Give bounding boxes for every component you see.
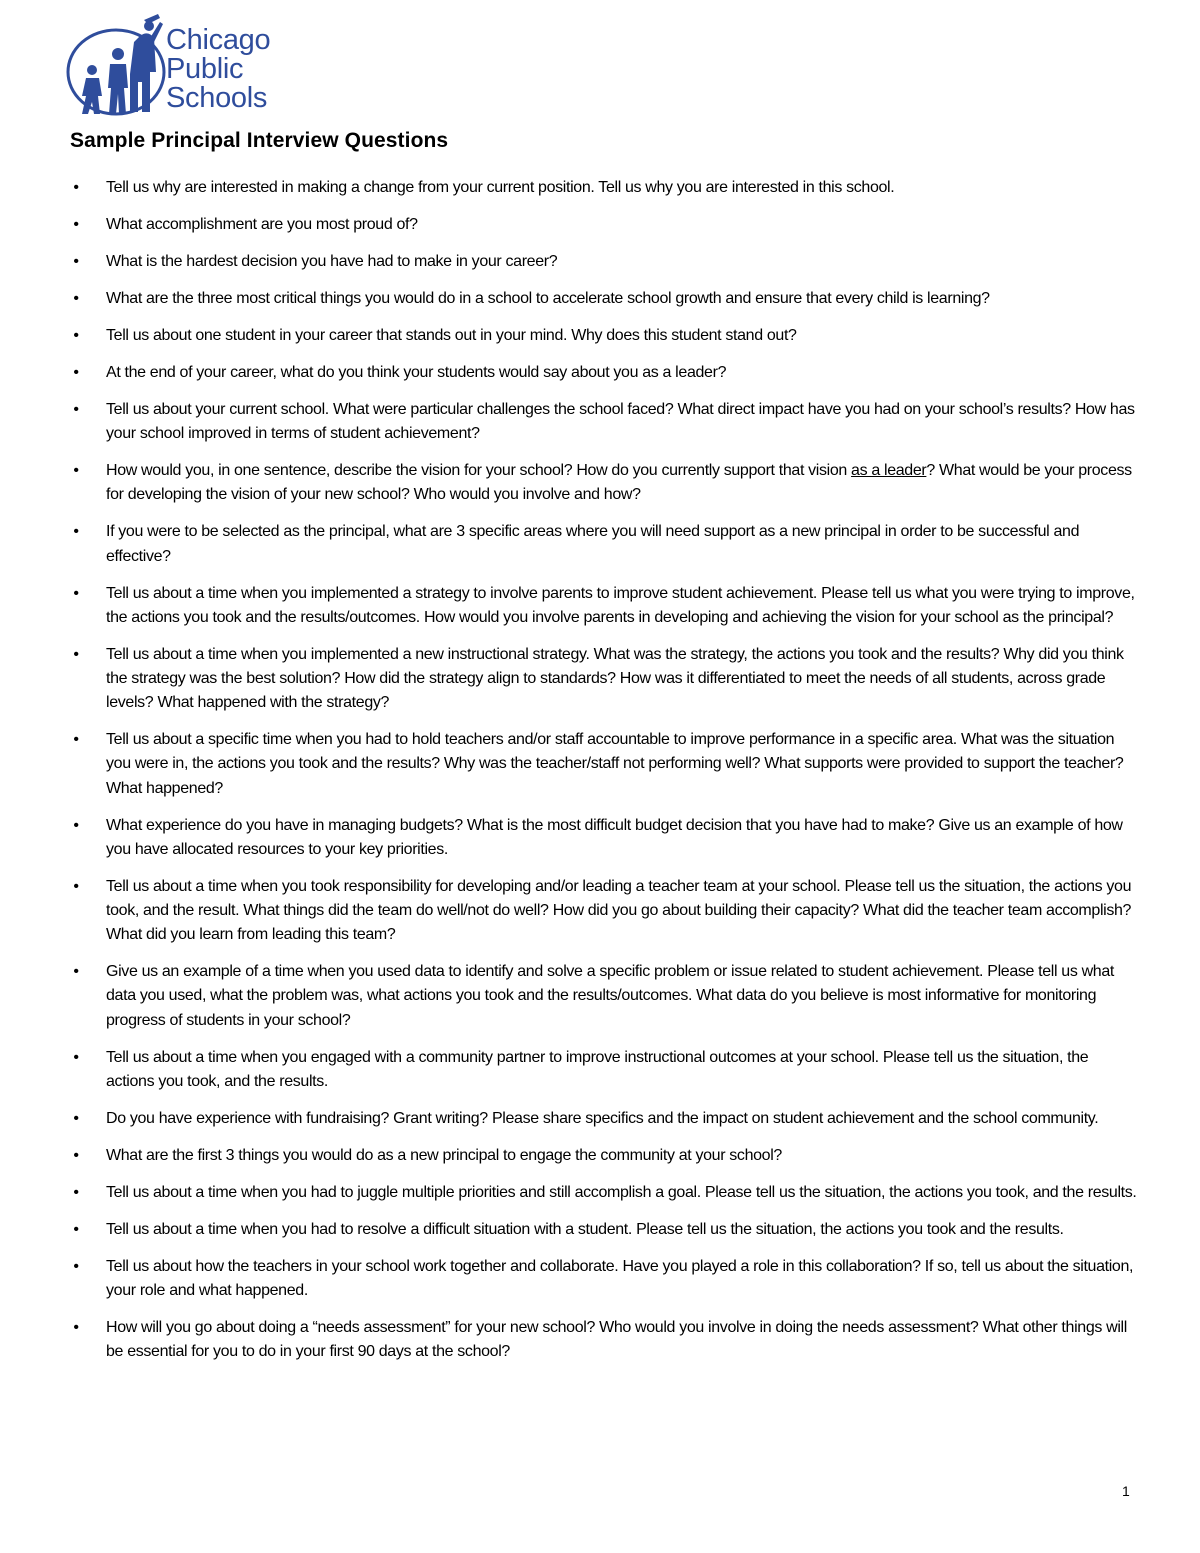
question-item: [70, 1046, 1140, 1094]
question-text: Tell us about a time when you implemented a strategy to involve parents to improve student achievement. Please tell us what you were trying to improve, the actions you took and the results/outcomes. How would you involve parents in developing and achieving the vision for your school as the principal?: [106, 584, 1135, 626]
question-item: [70, 324, 1140, 348]
question-item: [70, 728, 1140, 801]
bullet-icon: •: [73, 1146, 79, 1164]
bullet-icon: •: [73, 462, 79, 480]
logo-wordmark: [166, 26, 270, 113]
logo-line-chicago: Chicago: [166, 24, 271, 56]
question-item: [70, 1218, 1140, 1242]
question-item: [70, 1107, 1140, 1131]
question-item: [70, 1316, 1140, 1364]
bullet-icon: •: [73, 963, 79, 981]
question-text: How would you, in one sentence, describe the vision for your school? How do you currently support that vision: [106, 462, 852, 480]
question-text: Tell us about a time when you had to juggle multiple priorities and still accomplish a goal. Please tell us the situation, the actions you took, and the results.: [106, 1183, 1137, 1201]
bullet-icon: •: [73, 731, 79, 749]
bullet-icon: •: [73, 216, 79, 233]
bullet-icon: •: [73, 1048, 79, 1066]
question-text: What experience do you have in managing budgets? What is the most difficult budget decision that you have had to make? Give us an example of how you have allocated resources to your key priorities.: [106, 816, 1123, 858]
bullet-icon: •: [73, 584, 79, 602]
question-text: If you were to be selected as the principal, what are 3 specific areas where you will need support as a new principal in order to be successful and effective?: [106, 523, 1080, 565]
bullet-icon: •: [73, 1319, 79, 1337]
question-text: Do you have experience with fundraising? Grant writing? Please share specifics and the impact on student achievement and the school community.: [106, 1109, 1099, 1127]
question-text: Tell us about a time when you engaged with a community partner to improve instructional outcomes at your school. Please tell us the situation, the actions you took, and the results.: [106, 1048, 1089, 1090]
question-text: Tell us about a time when you had to resolve a difficult situation with a student. Please tell us the situation, the actions you took and the results.: [106, 1220, 1064, 1238]
question-text: What are the first 3 things you would do as a new principal to engage the community at your school?: [106, 1146, 782, 1164]
question-item: [70, 875, 1140, 948]
page-title: Sample Principal Interview Questions: [70, 129, 449, 152]
bullet-icon: •: [73, 645, 79, 663]
question-item: [70, 960, 1140, 1033]
question-text-continued: ? What would be your process for developing the vision of your new school? Who would you involve and how?: [106, 462, 1132, 504]
bullet-icon: •: [73, 877, 79, 895]
logo-line-schools: Schools: [166, 82, 268, 114]
question-item: [70, 814, 1140, 862]
underlined-phrase: as a leader: [851, 462, 927, 480]
bullet-icon: •: [73, 1183, 79, 1201]
question-item: [70, 1181, 1140, 1205]
question-text: Tell us why are interested in making a change from your current position. Tell us why you are interested in this school.: [106, 179, 895, 196]
question-text: At the end of your career, what do you think your students would say about you as a leader?: [106, 364, 727, 381]
question-text: Tell us about a time when you implemented a new instructional strategy. What was the strategy, the actions you took and the results? Why did you think the strategy was the best solution? How did the strategy align to standards? How was it differentiated to meet the needs of all students, across grade levels? What happened with the strategy?: [106, 645, 1124, 712]
question-item: [70, 287, 1140, 311]
bullet-icon: •: [73, 1220, 79, 1238]
question-item: [70, 520, 1140, 568]
question-text: Tell us about one student in your career that stands out in your mind. Why does this student stand out?: [106, 327, 797, 344]
question-item: [70, 643, 1140, 716]
question-item: [70, 250, 1140, 274]
cps-emblem-icon: [64, 12, 168, 120]
logo-line-public: Public: [166, 53, 244, 85]
bullet-icon: •: [73, 816, 79, 834]
question-item: [70, 398, 1140, 446]
question-text: What are the three most critical things you would do in a school to accelerate school growth and ensure that every child is learning?: [106, 290, 990, 307]
question-item: [70, 582, 1140, 630]
cps-logo: [64, 12, 304, 122]
question-text: Tell us about a time when you took responsibility for developing and/or leading a teacher team at your school. Please tell us the situation, the actions you took, and the result. What things did the team do well/not do well? How did you go about building their capacity? What did the teacher team accomplish? What did you learn from leading this team?: [106, 877, 1132, 944]
bullet-icon: •: [73, 327, 79, 344]
bullet-icon: •: [73, 179, 79, 196]
bullet-icon: •: [73, 290, 79, 307]
question-item: [70, 361, 1140, 385]
question-text: What is the hardest decision you have had to make in your career?: [106, 253, 558, 270]
question-text: Tell us about your current school. What were particular challenges the school faced? What direct impact have you had on your school’s results? How has your school improved in terms of student achievement?: [106, 401, 1135, 443]
bullet-icon: •: [73, 1257, 79, 1275]
bullet-icon: •: [73, 401, 79, 418]
bullet-icon: •: [73, 364, 79, 381]
question-text: Give us an example of a time when you used data to identify and solve a specific problem or issue related to student achievement. Please tell us what data you used, what the problem was, what actions you took and the results/outcomes. What data do you believe is most informative for monitoring progress of students in your school?: [106, 963, 1114, 1029]
question-text: Tell us about a specific time when you had to hold teachers and/or staff accountable to improve performance in a specific area. What was the situation you were in, the actions you took and the results? Why was the teacher/staff not performing well? What supports were provided to support the teacher? What happened?: [106, 731, 1124, 797]
page-number: 1: [1122, 1483, 1130, 1499]
question-item: [70, 1255, 1140, 1303]
bullet-icon: •: [73, 523, 79, 541]
question-item: [70, 1144, 1140, 1168]
bullet-icon: •: [73, 253, 79, 270]
question-item: [70, 459, 1140, 507]
question-text: How will you go about doing a “needs assessment” for your new school? Who would you involve in doing the needs assessment? What other things will be essential for you to do in your first 90 days at the school?: [106, 1319, 1127, 1361]
question-list: [70, 176, 1140, 1377]
question-item: [70, 176, 1140, 200]
question-text: What accomplishment are you most proud of?: [106, 216, 418, 233]
bullet-icon: •: [73, 1109, 79, 1127]
question-item: [70, 213, 1140, 237]
question-text: Tell us about how the teachers in your school work together and collaborate. Have you played a role in this collaboration? If so, tell us about the situation, your role and what happened.: [106, 1257, 1134, 1300]
